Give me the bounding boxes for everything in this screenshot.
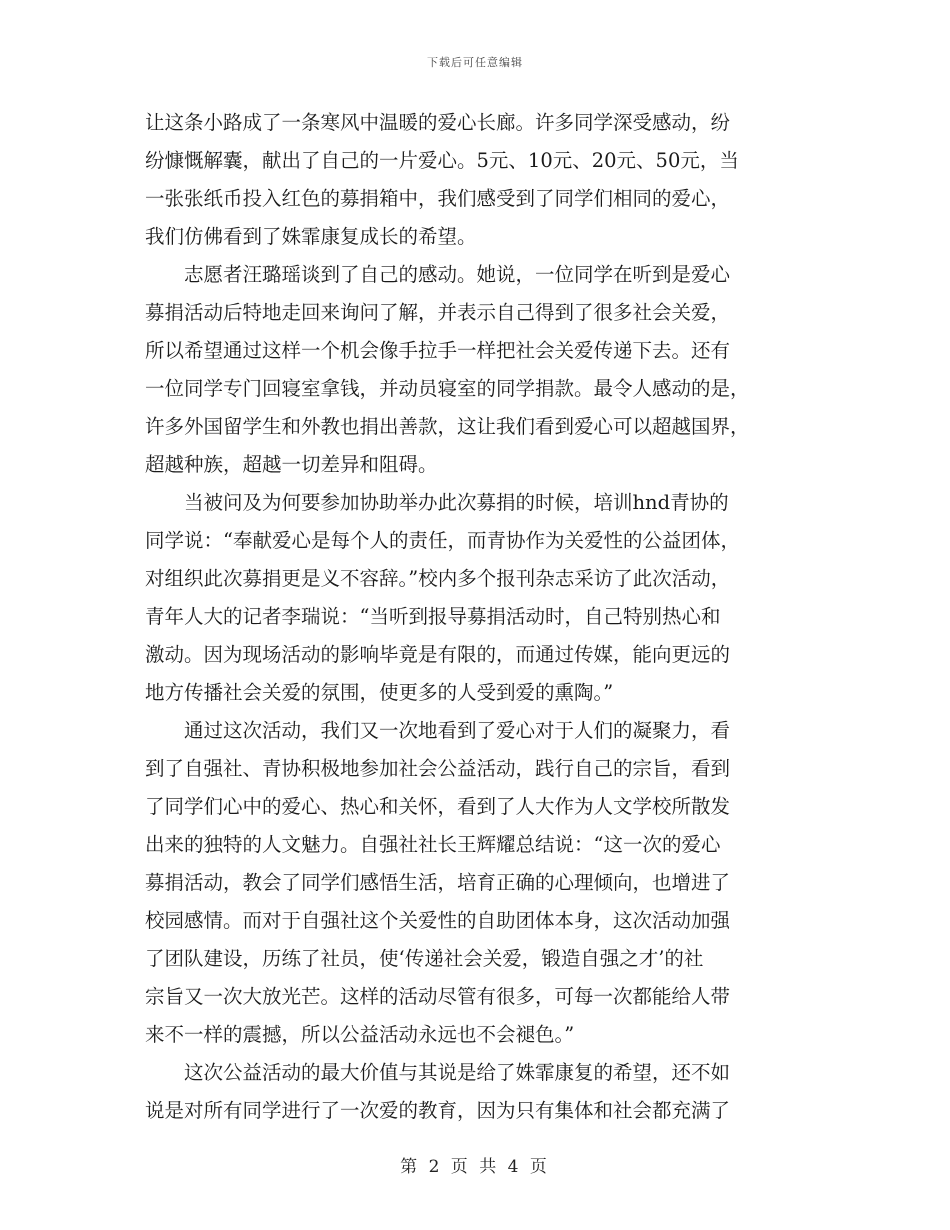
text-line: 青年人大的记者李瑞说：“当听到报导募捐活动时，自己特别热心和 <box>145 605 721 628</box>
text-line: 募捐活动后特地走回来询问了解，并表示自己得到了很多社会关爱， <box>145 301 731 324</box>
text-line: 志愿者汪璐瑶谈到了自己的感动。她说，一位同学在听到是爱心 <box>184 263 731 286</box>
text-line: 同学说：“奉献爱心是每个人的责任，而青协作为关爱性的公益团体， <box>145 529 740 552</box>
page-header: 下载后可任意编辑 <box>427 56 523 69</box>
text-line: 说是对所有同学进行了一次爱的教育，因为只有集体和社会都充满了 <box>145 1099 731 1122</box>
page-footer: 第 2 页 共 4 页 <box>400 1157 550 1177</box>
text-line: 一张张纸币投入红色的募捐箱中，我们感受到了同学们相同的爱心， <box>145 187 731 210</box>
text-line: 到了自强社、青协积极地参加社会公益活动，践行自己的宗旨，看到 <box>145 757 731 780</box>
text-line: 超越种族，超越一切差异和阻碍。 <box>145 453 438 476</box>
text-line: 纷慷慨解囊，献出了自己的一片爱心。5元、10元、20元、50元，当 <box>145 149 739 172</box>
text-line: 通过这次活动，我们又一次地看到了爱心对于人们的凝聚力，看 <box>184 719 731 742</box>
text-line: 激动。因为现场活动的影响毕竟是有限的，而通过传媒，能向更远的 <box>145 643 731 666</box>
text-line: 募捐活动，教会了同学们感悟生活，培育正确的心理倾向，也增进了 <box>145 871 731 894</box>
text-line: 了团队建设，历练了社员，使‘传递社会关爱，锻造自强之才’的社 <box>145 947 704 970</box>
text-line: 来不一样的震撼，所以公益活动永远也不会褪色。” <box>145 1023 575 1046</box>
text-line: 我们仿佛看到了姝霏康复成长的希望。 <box>145 225 477 248</box>
text-line: 出来的独特的人文魅力。自强社社长王辉耀总结说：“这一次的爱心 <box>145 833 721 856</box>
text-line: 这次公益活动的最大价值与其说是给了姝霏康复的希望，还不如 <box>184 1061 731 1084</box>
text-line: 校园感情。而对于自强社这个关爱性的自助团体本身，这次活动加强 <box>145 909 731 932</box>
text-line: 当被问及为何要参加协助举办此次募捐的时候，培训hnd青协的 <box>184 491 729 514</box>
text-line: 让这条小路成了一条寒风中温暖的爱心长廊。许多同学深受感动，纷 <box>145 111 731 134</box>
document-body <box>145 104 805 1130</box>
text-line: 对组织此次募捐更是义不容辞。”校内多个报刊杂志采访了此次活动， <box>145 567 731 590</box>
text-line: 所以希望通过这样一个机会像手拉手一样把社会关爱传递下去。还有 <box>145 339 731 362</box>
text-line: 一位同学专门回寝室拿钱，并动员寝室的同学捐款。最令人感动的是， <box>145 377 750 400</box>
text-line: 宗旨又一次大放光芒。这样的活动尽管有很多，可每一次都能给人带 <box>145 985 731 1008</box>
text-line: 地方传播社会关爱的氛围，使更多的人受到爱的熏陶。” <box>145 681 614 704</box>
text-line: 了同学们心中的爱心、热心和关怀，看到了人大作为人文学校所散发 <box>145 795 731 818</box>
text-line: 许多外国留学生和外教也捐出善款，这让我们看到爱心可以超越国界， <box>145 415 750 438</box>
